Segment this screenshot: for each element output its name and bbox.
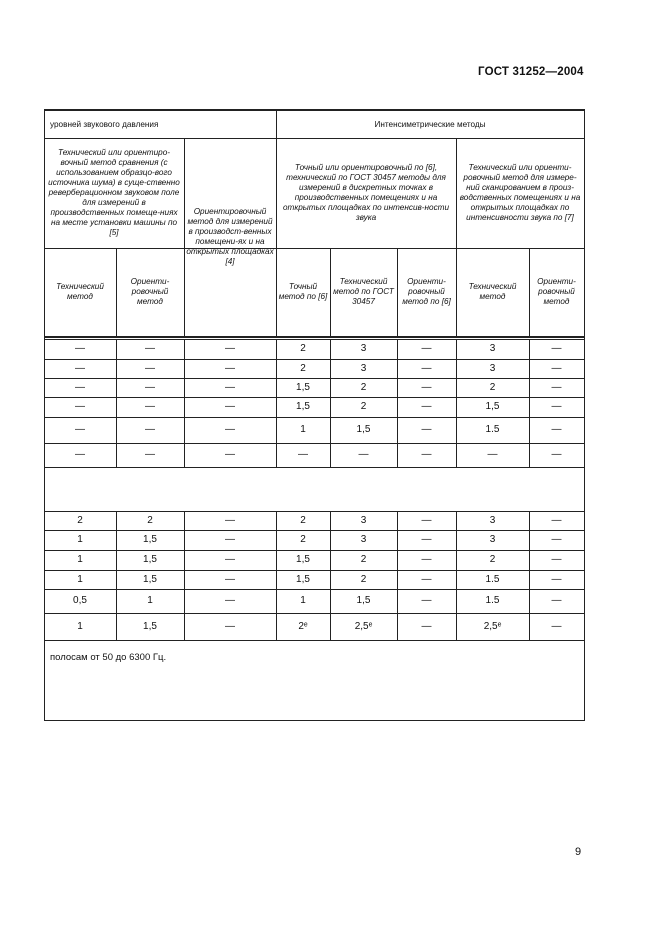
block1-cell: 1 <box>300 424 306 435</box>
block1-cell: — <box>551 362 562 374</box>
block1-cell: — <box>75 424 85 435</box>
block2-cell: — <box>225 573 235 585</box>
block1-cell: — <box>421 362 432 374</box>
block1-cell: — <box>487 449 498 460</box>
block1-cell: — <box>75 401 85 412</box>
block1-cell: 1,5 <box>296 381 310 393</box>
block2-cell: 3 <box>360 514 367 526</box>
block2-cell: — <box>421 620 432 632</box>
block1-cell: — <box>225 362 235 374</box>
block2-cell: 1 <box>77 620 83 632</box>
block1-cell: 1,5 <box>356 424 371 435</box>
block1-cell: 2 <box>489 381 496 393</box>
block1-cell: — <box>551 424 562 435</box>
block2-cell: — <box>225 514 235 526</box>
sub-header: Технический метод <box>56 282 104 301</box>
header-rule <box>44 138 584 139</box>
block1-cell: — <box>421 449 432 460</box>
block1-cell: — <box>75 343 85 354</box>
block1-cell: — <box>145 401 155 412</box>
group-header-survey: Ориентировочный метод для измерений в производст-венных помещени-ях и на открытых площадках [4] <box>186 207 274 266</box>
block1-cell: — <box>421 401 432 412</box>
block2-cell: 3 <box>489 514 496 526</box>
block2-cell: 1,5 <box>296 573 310 585</box>
block2-cell: 3 <box>489 534 496 545</box>
block1-cell: 3 <box>489 343 496 354</box>
block1-cell: 3 <box>360 362 367 374</box>
group-header-scanning: Технический или ориенти-ровочный метод для измере-ний сканированием в произ-водственных помещениях и на открытых площадках по интенсивности звука по [7] <box>459 163 581 222</box>
block2-cell: 2 <box>360 554 367 565</box>
block2-cell: 2 <box>489 554 496 565</box>
block1-cell: — <box>358 449 369 460</box>
sub-header: Точный метод по [6] <box>278 282 328 301</box>
block2-cell: 2 <box>300 514 306 526</box>
sub-header: Технический метод по ГОСТ 30457 <box>333 277 394 306</box>
block2-cell: 1,5 <box>143 620 157 632</box>
table-footnote: полосам от 50 до 6300 Гц. <box>50 652 167 663</box>
block2-cell: 1,5 <box>143 554 157 565</box>
block2-cell: 2ᵉ <box>298 620 308 632</box>
block2-cell: — <box>551 534 562 545</box>
block2-cell: — <box>421 514 432 526</box>
block2-cell: — <box>551 554 562 565</box>
block2-cell: 1 <box>77 573 83 585</box>
block1-cell: — <box>421 424 432 435</box>
document-code: ГОСТ 31252—2004 <box>478 66 584 78</box>
block2-cell: 2 <box>147 514 153 526</box>
block2-cell: 1,5 <box>143 534 157 545</box>
subheader-rule <box>44 248 584 249</box>
block1-cell: — <box>551 449 562 460</box>
group-header-discrete-points: Точный или ориентировочный по [6], технический по ГОСТ 30457 методы для измерений в дискретных точках в производственных помещениях и на открытых площадках по интенсив-ности звука <box>282 163 450 222</box>
block1-cell: — <box>551 343 562 354</box>
block2-cell: — <box>225 534 235 545</box>
block2-cell: 1,5 <box>296 554 310 565</box>
block1-cell: 1.5 <box>485 424 500 435</box>
block2-cell: 2 <box>360 573 367 585</box>
block1-cell: — <box>75 362 85 374</box>
table-bottom-border <box>44 720 584 721</box>
page-number: 9 <box>575 846 582 858</box>
block2-cell: 2,5ᵉ <box>483 620 502 632</box>
sub-header: Технический метод <box>468 282 517 301</box>
block2-cell: 2,5ᵉ <box>354 620 373 632</box>
block2-cell: — <box>551 595 562 606</box>
block1-cell: — <box>421 381 432 393</box>
block1-cell: 2 <box>300 343 306 354</box>
block1-cell: — <box>298 449 308 460</box>
block2-cell: 2 <box>300 534 306 545</box>
block2-cell: — <box>225 620 235 632</box>
block1-cell: — <box>145 343 155 354</box>
block1-cell: — <box>225 449 235 460</box>
block2-cell: — <box>551 514 562 526</box>
block1-cell: — <box>145 424 155 435</box>
block1-cell: — <box>145 381 155 393</box>
sub-header: Ориенти-ровочный метод <box>130 277 170 306</box>
block2-cell: — <box>551 573 562 585</box>
block1-cell: 3 <box>489 362 496 374</box>
block2-cell: — <box>421 534 432 545</box>
block1-cell: — <box>225 424 235 435</box>
block2-cell: 1 <box>77 554 83 565</box>
block2-cell: 1 <box>300 595 306 606</box>
block1-cell: 2 <box>300 362 306 374</box>
block1-cell: — <box>145 362 155 374</box>
block2-cell: — <box>225 595 235 606</box>
block1-cell: — <box>75 449 85 460</box>
block1-cell: — <box>551 381 562 393</box>
block1-cell: — <box>75 381 85 393</box>
block1-cell: — <box>225 343 235 354</box>
block1-rule <box>44 467 584 468</box>
block2-cell: — <box>225 554 235 565</box>
block1-cell: — <box>225 401 235 412</box>
data-table <box>44 109 584 720</box>
block2-cell: 2 <box>77 514 83 526</box>
block2-cell: 1 <box>77 534 83 545</box>
block2-cell: 1,5 <box>143 573 157 585</box>
block2-cell: — <box>551 620 562 632</box>
block2-cell: — <box>421 573 432 585</box>
block1-cell: 2 <box>360 401 367 412</box>
block1-cell: — <box>225 381 235 393</box>
top-left-heading: уровней звукового давления <box>50 119 159 129</box>
block2-cell: 1.5 <box>485 573 500 585</box>
block1-cell: 1,5 <box>485 401 500 412</box>
block2-cell: 1,5 <box>356 595 371 606</box>
block1-cell: — <box>421 343 432 354</box>
block2-cell: — <box>421 595 432 606</box>
block1-cell: 1,5 <box>296 401 310 412</box>
block1-cell: 2 <box>360 381 367 393</box>
top-right-heading: Интенсиметрические методы <box>374 119 486 129</box>
block1-cell: 3 <box>360 343 367 354</box>
block2-cell: 0,5 <box>73 595 87 606</box>
block2-cell: 3 <box>360 534 367 545</box>
block2-cell: 1 <box>147 595 153 606</box>
body-top-border <box>44 336 584 338</box>
table-right-border <box>584 109 585 721</box>
block1-cell: — <box>145 449 155 460</box>
block2-cell: — <box>421 554 432 565</box>
sub-header: Ориенти-ровочный метод по [6] <box>402 277 451 306</box>
block1-cell: — <box>551 401 562 412</box>
sub-header: Ориенти-ровочный метод <box>537 277 576 306</box>
block2-cell: 1.5 <box>485 595 500 606</box>
group-header-comparison: Технический или ориентиро-вочный метод сравнения (с использованием образцо-вого источника шума) в суще-ственно реверберационном звуковом поле для измерений в производственных помеще-ниях на месте установки машины по [5] <box>48 148 180 237</box>
block2-rule <box>44 640 584 641</box>
